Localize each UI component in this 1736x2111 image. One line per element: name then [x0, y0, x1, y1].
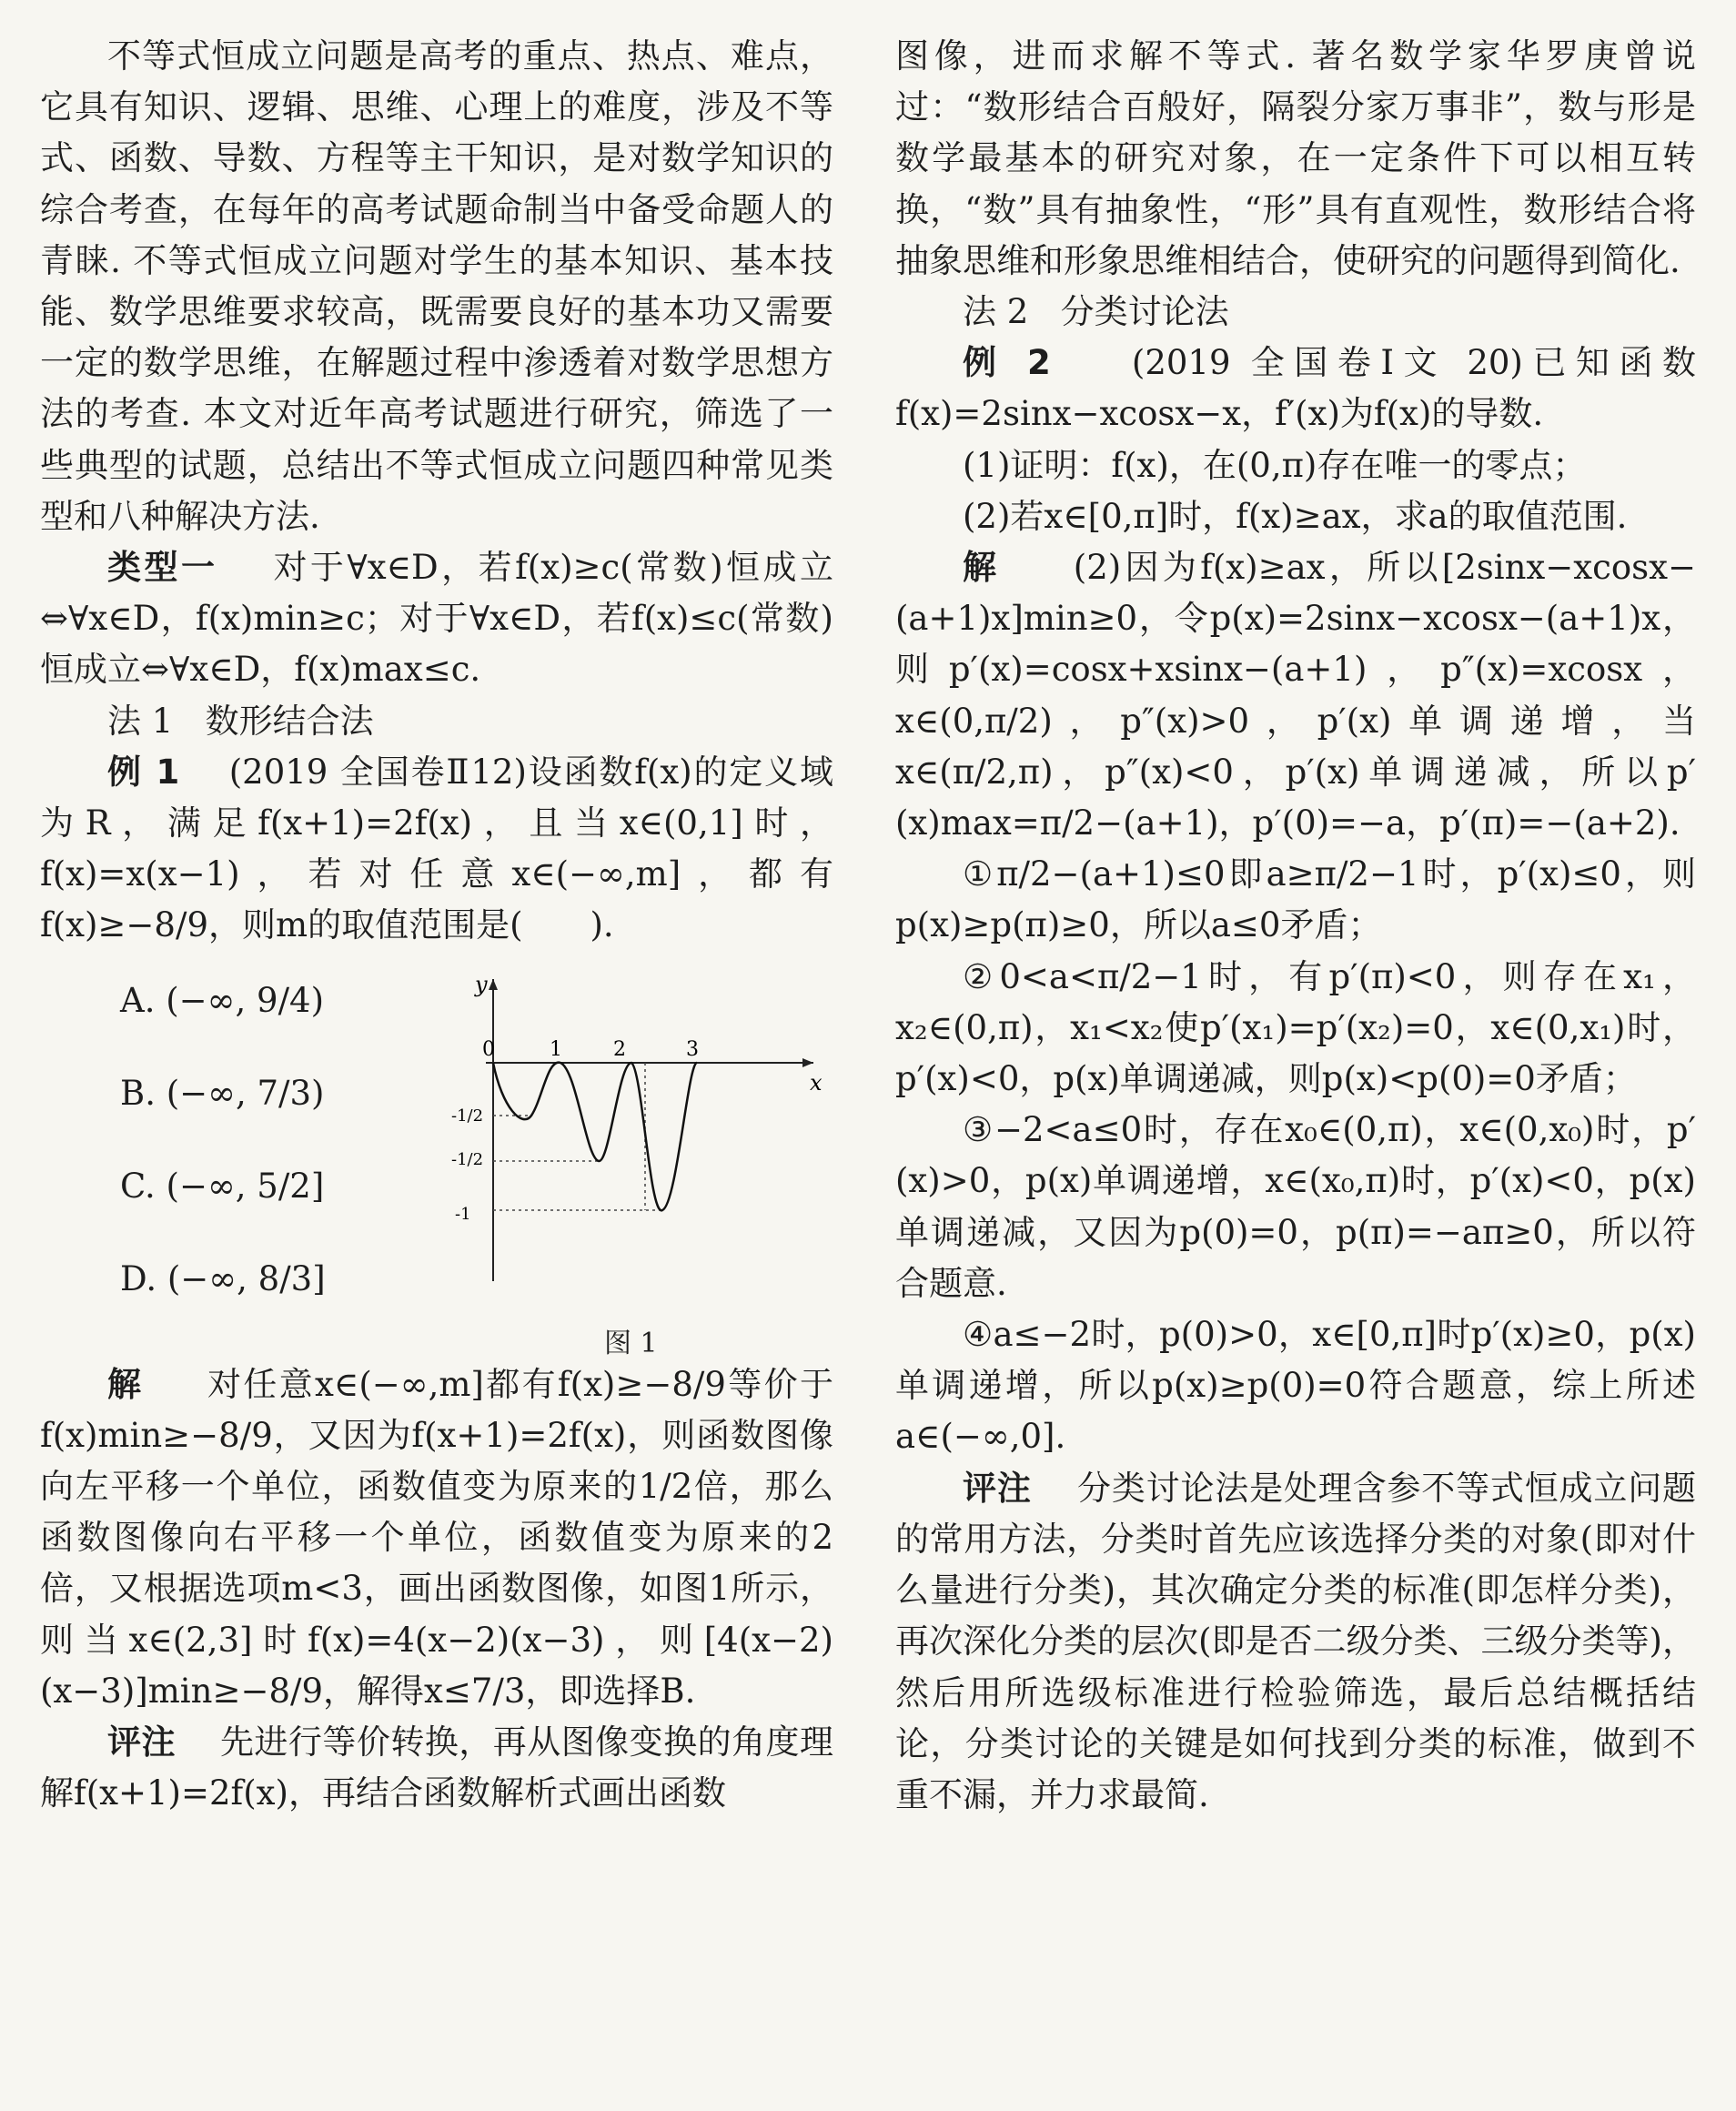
- solution2-text: (2)因为f(x)≥ax，所以[2sinx−xcosx−(a+1)x]min≥0，令p(x)=2sinx−xcosx−(a+1)x，则p′(x)=cosx+xsinx−(a+1)，p″(x)=xcosx，x∈(0,π/2)，p″(x)>0，p′(x)单调递增，当x∈(π/2,π)，p″(x)<0，p′(x)单调递减，所以p′(x)max=π/2−(a+1)，p′(0)=−a，p′(π)=−(a+2).: [895, 548, 1696, 843]
- solution2-label: 解: [963, 548, 1001, 588]
- case-1: ①π/2−(a+1)≤0即a≥π/2−1时，p′(x)≤0，则p(x)≥p(π)≥0，所以a≤0矛盾；: [895, 854, 1696, 945]
- function-curve: [493, 1062, 697, 1210]
- comment2-text: 分类讨论法是处理含参不等式恒成立问题的常用方法，分类时首先应该选择分类的对象(即对什么量进行分类)，其次确定分类的标准(即怎样分类)，再次深化分类的层次(即是否二级分类、三级分类等)，然后用所选级标准进行检验筛选，最后总结概括结论，分类讨论的关键是如何找到分类的标准，做到不重不漏，并力求最简.: [895, 1468, 1697, 1814]
- method1-label: 法 1: [107, 701, 174, 741]
- left-column: [40, 31, 833, 1819]
- option-a: A. (−∞, 9/4): [120, 980, 325, 1020]
- right-column: [895, 31, 1696, 1821]
- question-2: (2)若x∈[0,π]时，f(x)≥ax，求a的取值范围.: [963, 496, 1628, 536]
- example2-paragraph: [895, 338, 1696, 439]
- type1-text: 对于∀x∈D，若f(x)≥c(常数)恒成立⇔∀x∈D，f(x)min≥c；对于∀x∈D，若f(x)≤c(常数)恒成立⇔∀x∈D，f(x)max≤c.: [40, 548, 834, 690]
- type1-label: 类型一: [107, 548, 218, 588]
- option-c: C. (−∞, 5/2]: [120, 1166, 325, 1206]
- case-2: ②0<a<π/2−1时，有p′(π)<0，则存在x₁，x₂∈(0,π)，x₁<x₂使p′(x₁)=p′(x₂)=0，x∈(0,x₁)时，p′(x)<0，p(x)单调递减，则p(x)<p(0)=0矛盾；: [895, 956, 1696, 1099]
- comment1-text: 先进行等价转换，再从图像变换的角度理解f(x+1)=2f(x)，再结合函数解析式画出函数: [40, 1722, 834, 1813]
- y-axis-label: y: [475, 971, 488, 997]
- example2-label: 例 2: [963, 343, 1051, 383]
- continued-paragraph: 图像，进而求解不等式. 著名数学家华罗庚曾说过：“数形结合百般好，隔裂分家万事非”，数与形是数学最基本的研究对象，在一定条件下可以相互转换，“数”具有抽象性，“形”具有直观性，数形结合将抽象思维和形象思维相结合，使研究的问题得到简化.: [895, 36, 1696, 280]
- method1-title: 数形结合法: [205, 701, 374, 741]
- method1-heading: [40, 696, 833, 747]
- x-axis-arrow: [802, 1058, 813, 1067]
- case-4: ④a≤−2时，p(0)>0，x∈[0,π]时p′(x)≥0，p(x)单调递增，所以p(x)≥p(0)=0符合题意，综上所述a∈(−∞,0].: [895, 1315, 1696, 1457]
- x-tick-1: 1: [550, 1037, 562, 1061]
- comment2-paragraph: [895, 1463, 1696, 1821]
- option-b: B. (−∞, 7/3): [120, 1073, 325, 1113]
- intro-paragraph: 不等式恒成立问题是高考的重点、热点、难点，它具有知识、逻辑、思维、心理上的难度，涉及不等式、函数、导数、方程等主干知识，是对数学知识的综合考查，在每年的高考试题命制当中备受命题人的青睐. 不等式恒成立问题对学生的基本知识、基本技能、数学思维要求较高，既需要良好的基本功又需要一定的数学思维，在解题过程中渗透着对数学思想方法的考查. 本文对近年高考试题进行研究，筛选了一些典型的试题，总结出不等式恒成立问题四种常见类型和八种解决方法.: [40, 36, 833, 536]
- example1-paragraph: [40, 747, 833, 952]
- y-tick-half: -1/2: [451, 1149, 484, 1169]
- choice-block: [40, 959, 833, 1359]
- example1-label: 例 1: [107, 752, 180, 792]
- comment1-paragraph: [40, 1717, 833, 1819]
- x-axis-label: x: [810, 1069, 823, 1096]
- type1-paragraph: [40, 542, 833, 696]
- solution1-label: 解: [107, 1364, 144, 1404]
- comment2-label: 评注: [963, 1468, 1032, 1508]
- function-graph-figure: [449, 972, 832, 1299]
- case-3: ③−2<a≤0时，存在x₀∈(0,π)，x∈(0,x₀)时，p′(x)>0，p(x)单调递增，x∈(x₀,π)时，p′(x)<0，p(x)单调递减，又因为p(0)=0，p(π)=−aπ≥0，所以符合题意.: [895, 1110, 1696, 1303]
- y-tick-quarter: -1/2: [451, 1106, 484, 1126]
- example2-text: (2019 全国卷Ⅰ文 20)已知函数f(x)=2sinx−xcosx−x，f′(x)为f(x)的导数.: [895, 343, 1696, 434]
- method2-title: 分类讨论法: [1060, 292, 1229, 332]
- method2-heading: [895, 287, 1696, 338]
- origin-label: 0: [482, 1037, 495, 1061]
- method2-label: 法 2: [963, 292, 1029, 332]
- y-tick-one: -1: [455, 1204, 471, 1224]
- solution1-text: 对任意x∈(−∞,m]都有f(x)≥−8/9等价于f(x)min≥−8/9，又因为f(x+1)=2f(x)，则函数图像向左平移一个单位，函数值变为原来的1/2倍，那么函数图像向右平移一个单位，函数值变为原来的2倍，又根据选项m<3，画出函数图像，如图1所示，则当x∈(2,3]时f(x)=4(x−2)(x−3)，则[4(x−2)(x−3)]min≥−8/9，解得x≤7/3，即选择B.: [40, 1364, 833, 1711]
- x-tick-2: 2: [613, 1037, 626, 1061]
- option-d: D. (−∞, 8/3]: [120, 1258, 326, 1298]
- comment1-label: 评注: [107, 1722, 176, 1763]
- y-axis-arrow: [489, 979, 498, 990]
- x-tick-3: 3: [686, 1037, 699, 1061]
- example1-text: (2019 全国卷Ⅱ12)设函数f(x)的定义域为R，满足f(x+1)=2f(x)，且当x∈(0,1]时，f(x)=x(x−1)，若对任意x∈(−∞,m]，都有f(x)≥−8/9，则m的取值范围是( ).: [40, 752, 834, 945]
- solution2-paragraph: [895, 542, 1696, 849]
- figure-caption: 图 1: [604, 1327, 658, 1359]
- question-1: (1)证明：f(x)，在(0,π)存在唯一的零点；: [963, 445, 1587, 485]
- solution1-paragraph: [40, 1359, 833, 1717]
